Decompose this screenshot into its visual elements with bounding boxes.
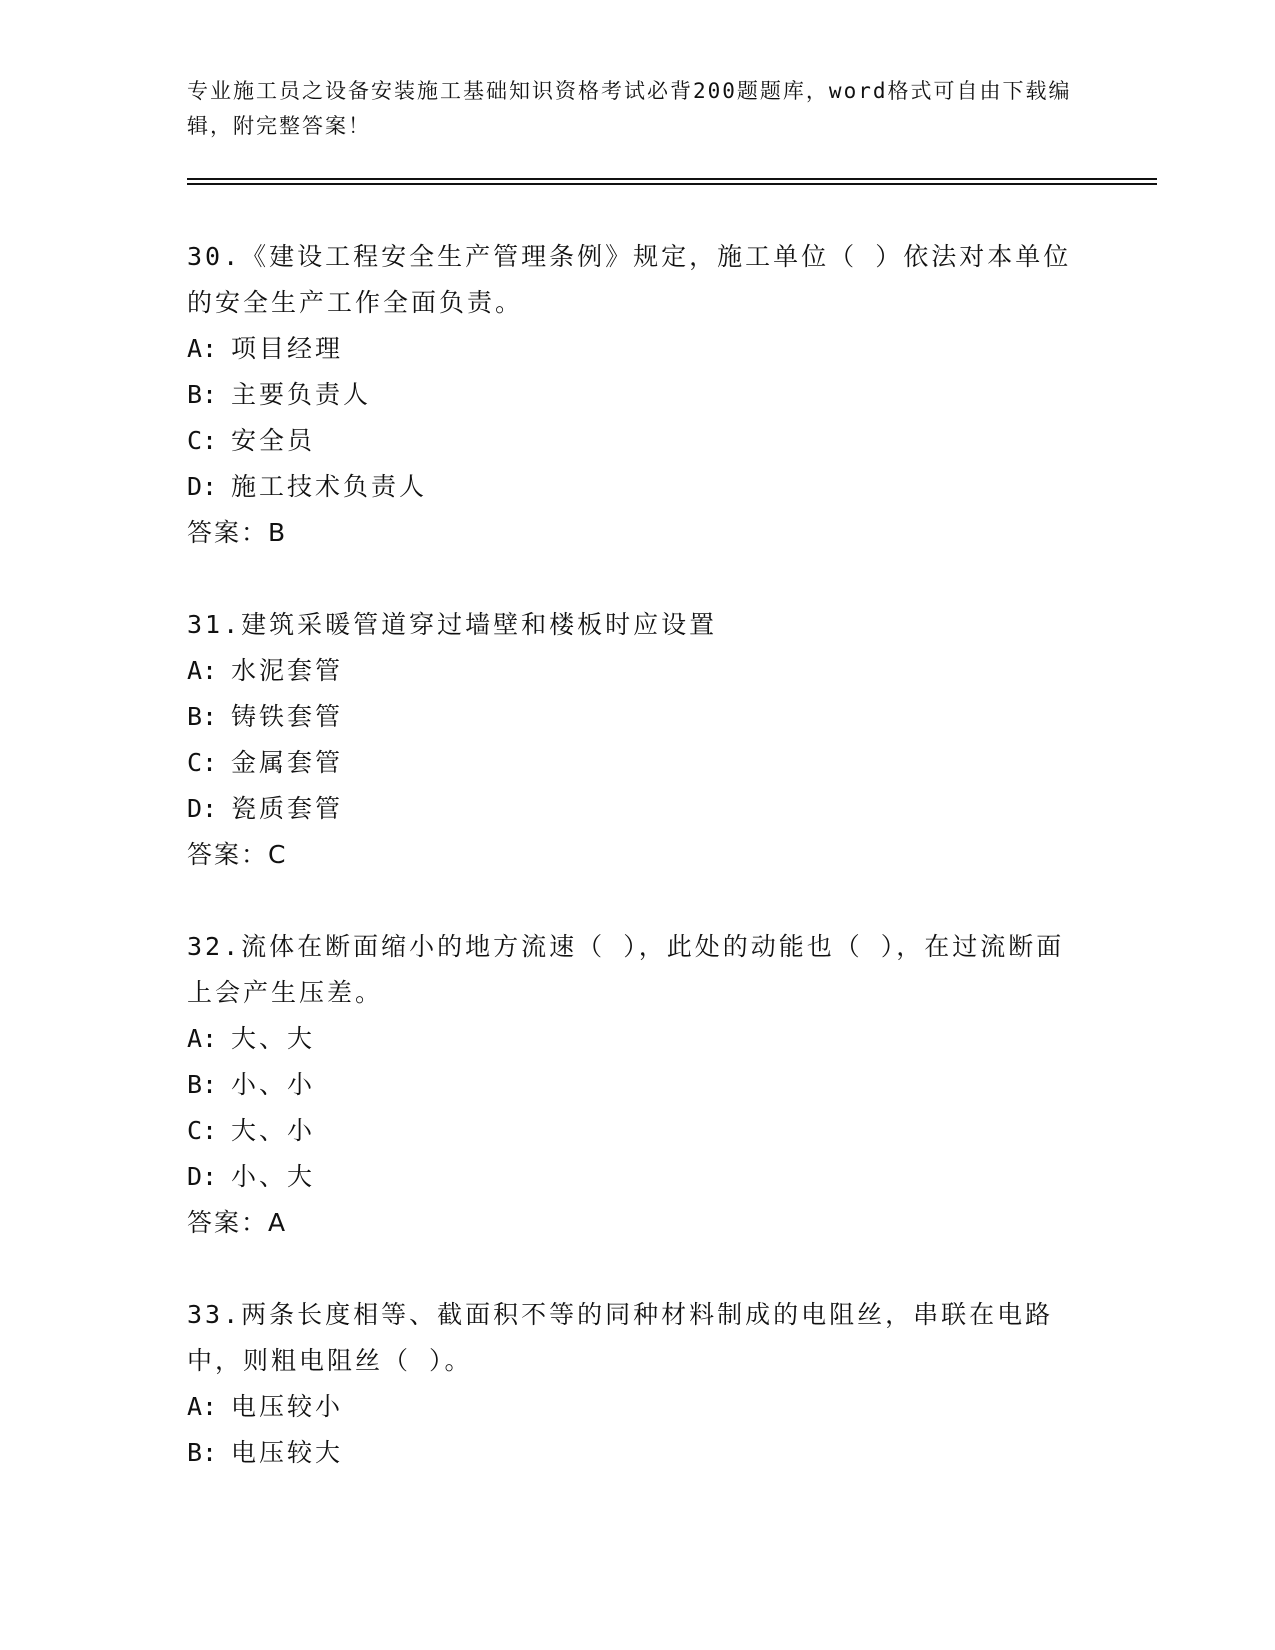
option-a <box>187 648 1087 694</box>
option-key: D: <box>187 1162 218 1191</box>
question-30 <box>187 234 1087 556</box>
option-key: D: <box>187 794 218 823</box>
option-a <box>187 1384 1087 1430</box>
option-text: 小、小 <box>231 1070 316 1099</box>
question-32 <box>187 924 1087 1246</box>
option-key: A: <box>187 1392 218 1421</box>
option-c <box>187 418 1087 464</box>
option-d <box>187 464 1087 510</box>
document-header: 专业施工员之设备安装施工基础知识资格考试必背200题题库，word格式可自由下载编辑，附完整答案！ <box>187 79 1072 138</box>
option-key: D: <box>187 472 218 501</box>
option-text: 小、大 <box>231 1162 316 1191</box>
option-a <box>187 326 1087 372</box>
option-key: A: <box>187 334 218 363</box>
option-key: C: <box>187 426 218 455</box>
question-text: 32.流体在断面缩小的地方流速（ ），此处的动能也（ ），在过流断面上会产生压差。 <box>187 932 1065 1007</box>
option-d <box>187 786 1087 832</box>
option-b <box>187 1430 1087 1476</box>
option-text: 施工技术负责人 <box>231 472 428 501</box>
question-33 <box>187 1292 1087 1476</box>
option-key: A: <box>187 1024 218 1053</box>
answer-text: 答案：A <box>187 1208 288 1237</box>
option-text: 大、小 <box>231 1116 316 1145</box>
option-text: 项目经理 <box>231 334 344 363</box>
option-text: 电压较大 <box>231 1438 344 1467</box>
option-key: A: <box>187 656 218 685</box>
question-text: 33.两条长度相等、截面积不等的同种材料制成的电阻丝，串联在电路中，则粗电阻丝（ ）。 <box>187 1300 1054 1375</box>
question-text: 31.建筑采暖管道穿过墙壁和楼板时应设置 <box>187 610 718 639</box>
option-key: B: <box>187 1070 218 1099</box>
option-text: 水泥套管 <box>231 656 344 685</box>
question-list <box>187 234 1087 1522</box>
option-c <box>187 740 1087 786</box>
option-text: 金属套管 <box>231 748 344 777</box>
answer-text: 答案：B <box>187 518 288 547</box>
option-b <box>187 372 1087 418</box>
question-31 <box>187 602 1087 878</box>
option-text: 铸铁套管 <box>231 702 344 731</box>
option-c <box>187 1108 1087 1154</box>
option-text: 安全员 <box>231 426 316 455</box>
option-text: 大、大 <box>231 1024 316 1053</box>
option-key: C: <box>187 1116 218 1145</box>
option-key: B: <box>187 702 218 731</box>
option-a <box>187 1016 1087 1062</box>
option-b <box>187 694 1087 740</box>
option-b <box>187 1062 1087 1108</box>
option-d <box>187 1154 1087 1200</box>
option-key: B: <box>187 380 218 409</box>
option-key: B: <box>187 1438 218 1467</box>
option-text: 主要负责人 <box>231 380 372 409</box>
option-text: 瓷质套管 <box>231 794 344 823</box>
question-text: 30.《建设工程安全生产管理条例》规定，施工单位（ ）依法对本单位的安全生产工作全面负责。 <box>187 242 1072 317</box>
option-key: C: <box>187 748 218 777</box>
header-rule-top <box>187 178 1157 180</box>
header-rule-bottom <box>187 183 1157 185</box>
option-text: 电压较小 <box>231 1392 344 1421</box>
answer-text: 答案：C <box>187 840 288 869</box>
